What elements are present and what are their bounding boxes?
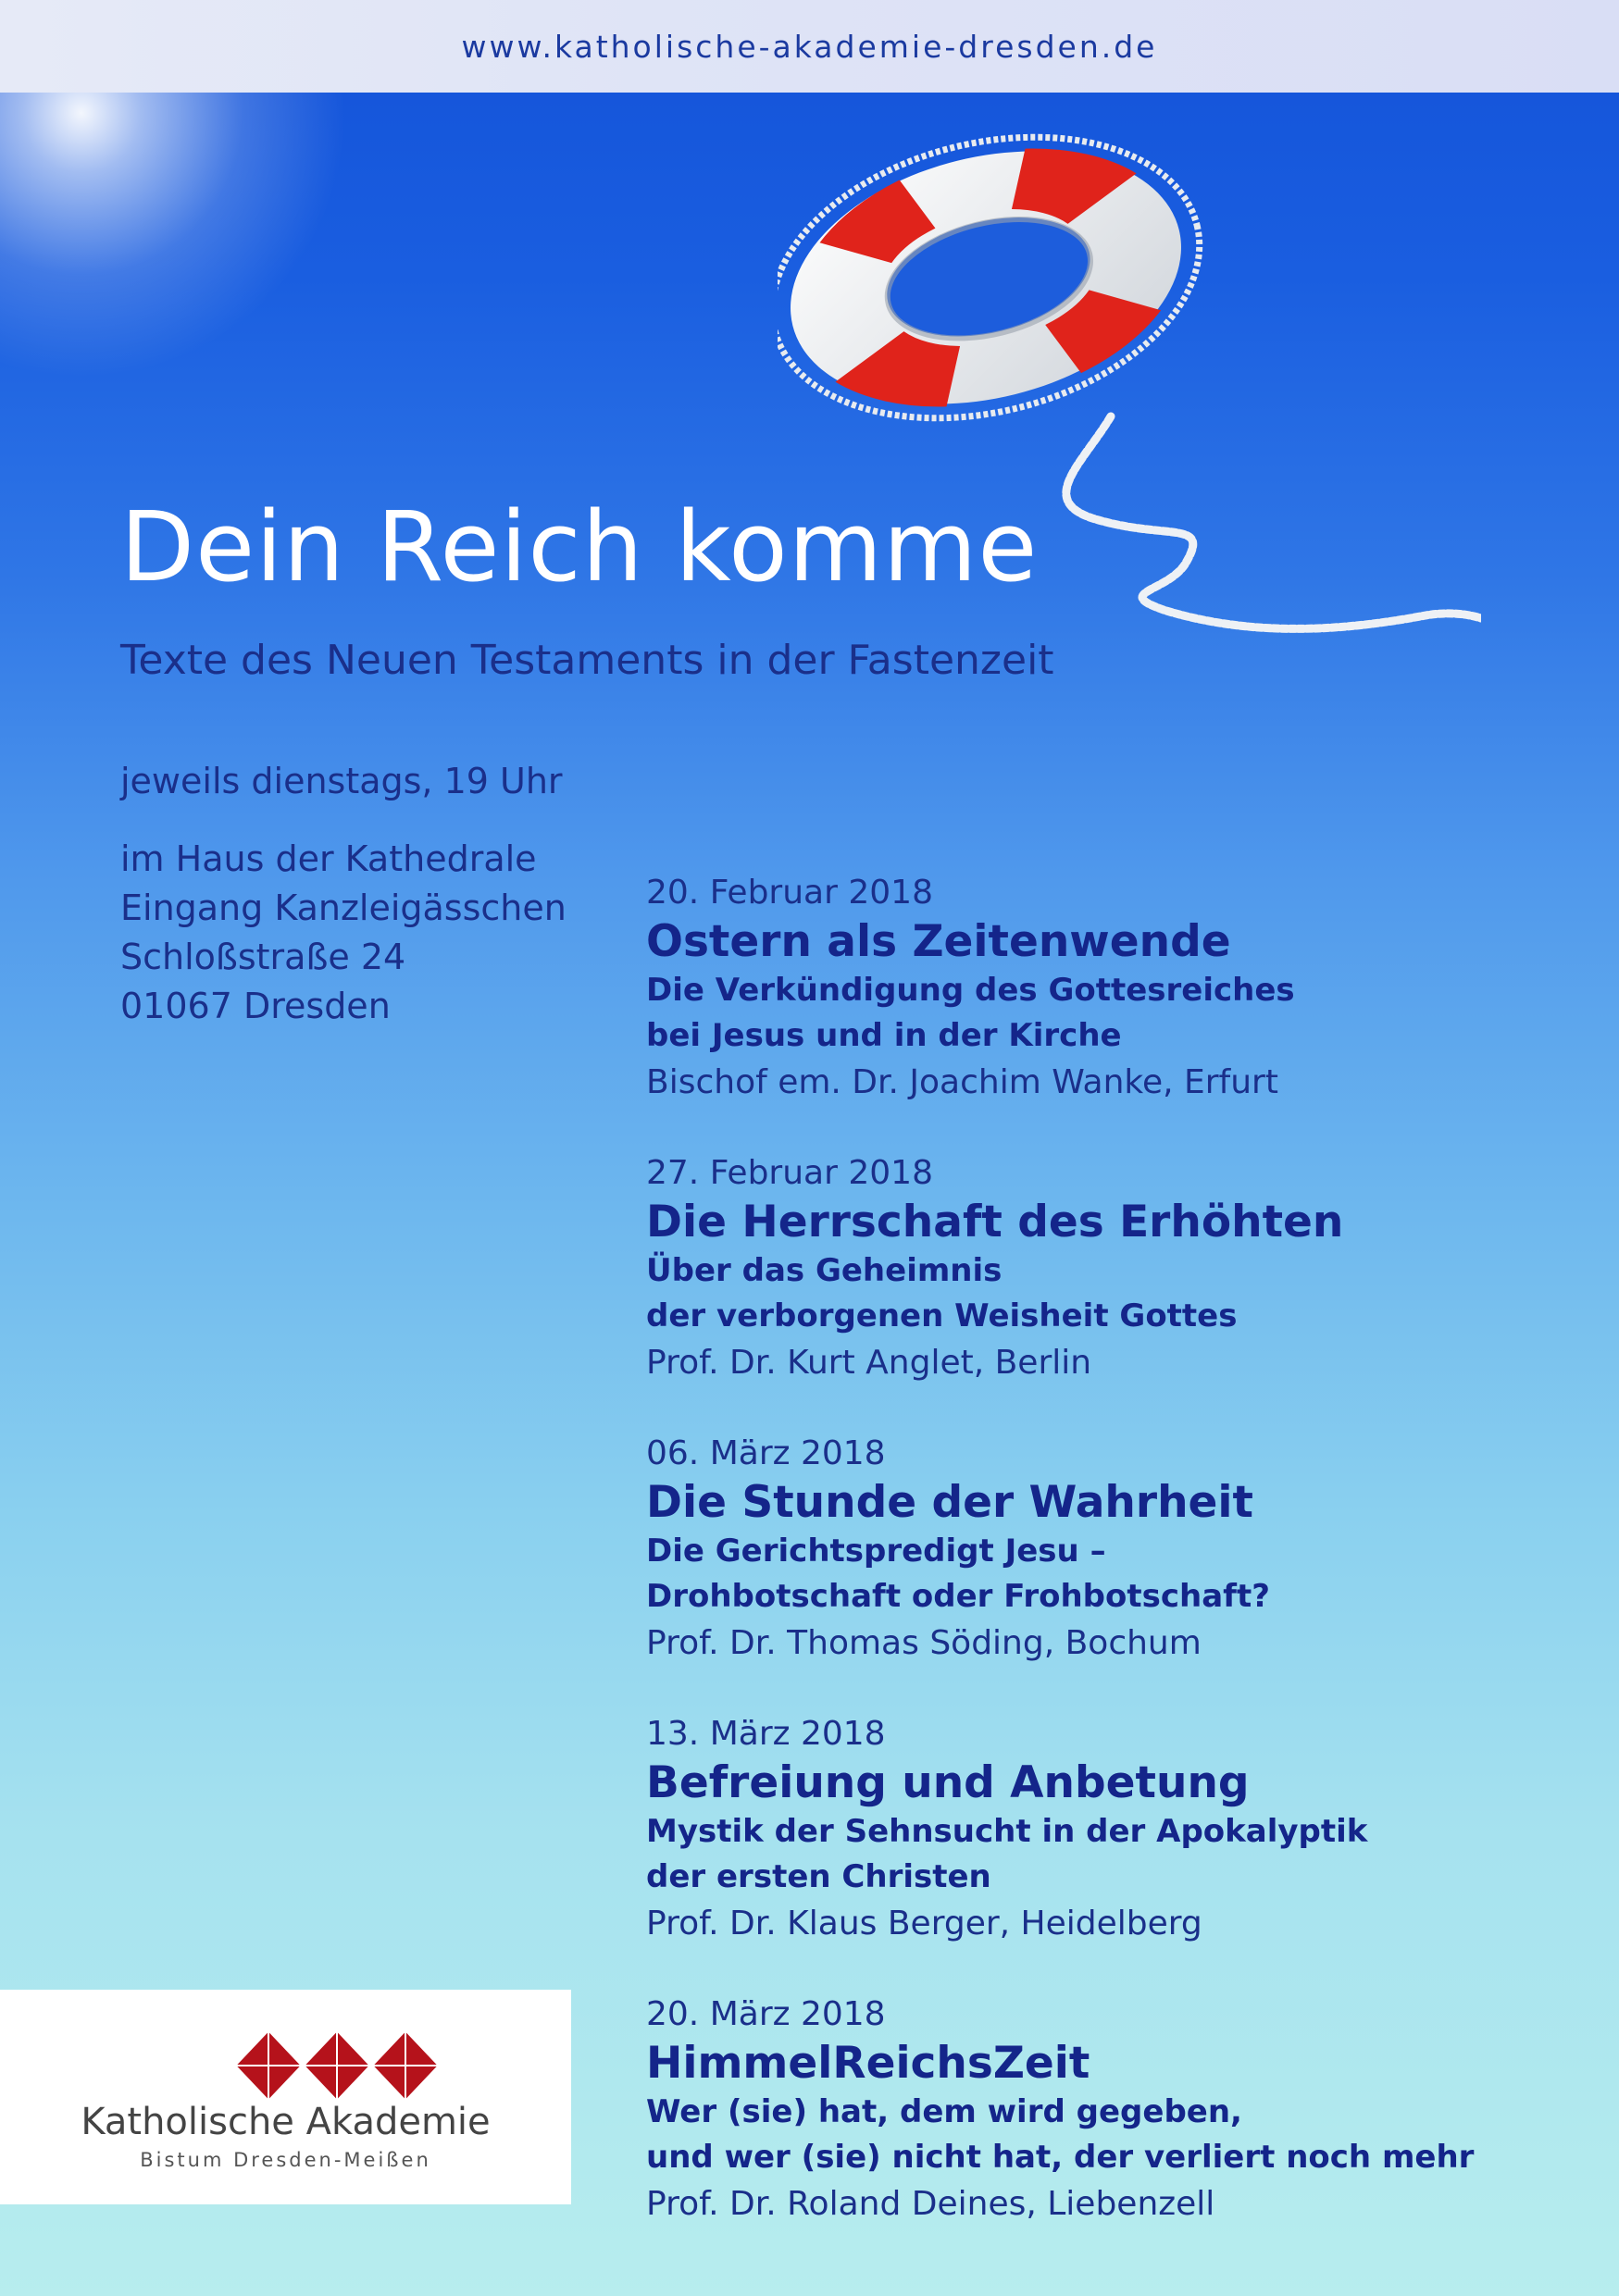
event-subtitle: Mystik der Sehnsucht in der Apokalyptik [646,1813,1368,1850]
event-title: HimmelReichsZeit [646,2038,1090,2089]
event-speaker: Prof. Dr. Kurt Anglet, Berlin [646,1344,1092,1382]
event-subtitle: der ersten Christen [646,1858,991,1895]
event-speaker: Prof. Dr. Roland Deines, Liebenzell [646,2185,1215,2223]
event-subtitle: der verborgenen Weisheit Gottes [646,1297,1238,1334]
event-date: 13. März 2018 [646,1715,886,1753]
schedule-text: jeweils dienstags, 19 Uhr [120,761,563,801]
event-speaker: Bischof em. Dr. Joachim Wanke, Erfurt [646,1063,1278,1101]
event-list [646,870,1572,2272]
header-bar [0,0,1619,93]
event-title: Die Herrschaft des Erhöhten [646,1197,1344,1247]
event-subtitle: Die Verkündigung des Gottesreiches [646,972,1295,1009]
event-item [646,870,1572,1107]
website-url[interactable]: www.katholische-akademie-dresden.de [461,28,1158,65]
event-title: Befreiung und Anbetung [646,1757,1250,1808]
event-subtitle: Wer (sie) hat, dem wird gegeben, [646,2093,1242,2130]
event-item [646,1431,1572,1668]
event-title: Die Stunde der Wahrheit [646,1477,1253,1528]
event-subtitle: Über das Geheimnis [646,1252,1003,1289]
venue-line: Eingang Kanzleigässchen [120,887,567,928]
event-speaker: Prof. Dr. Klaus Berger, Heidelberg [646,1905,1202,1942]
venue-line: Schloßstraße 24 [120,937,406,977]
logo-subtitle: Bistum Dresden-Meißen [140,2149,431,2171]
event-date: 27. Februar 2018 [646,1154,933,1192]
event-date: 20. Februar 2018 [646,874,933,912]
logo-name: Katholische Akademie [81,2101,491,2143]
event-date: 06. März 2018 [646,1434,886,1472]
event-item [646,1992,1572,2228]
event-speaker: Prof. Dr. Thomas Söding, Bochum [646,1624,1202,1662]
event-date: 20. März 2018 [646,1995,886,2033]
event-title: Ostern als Zeitenwende [646,916,1231,967]
event-subtitle: Drohbotschaft oder Frohbotschaft? [646,1578,1270,1615]
venue-line: im Haus der Kathedrale [120,838,537,879]
event-subtitle: Die Gerichtspredigt Jesu – [646,1533,1106,1570]
venue-line: 01067 Dresden [120,986,391,1026]
page-subtitle: Texte des Neuen Testaments in der Fastenzeit [120,637,1054,684]
venue-address [120,835,567,1031]
page-title: Dein Reich komme [120,490,1039,603]
event-item [646,1150,1572,1387]
event-subtitle: und wer (sie) nicht hat, der verliert noch mehr [646,2139,1475,2176]
event-subtitle: bei Jesus und in der Kirche [646,1017,1122,1054]
akademie-logo-icon [233,2029,441,2103]
event-item [646,1711,1572,1948]
akademie-logo [0,1990,571,2204]
